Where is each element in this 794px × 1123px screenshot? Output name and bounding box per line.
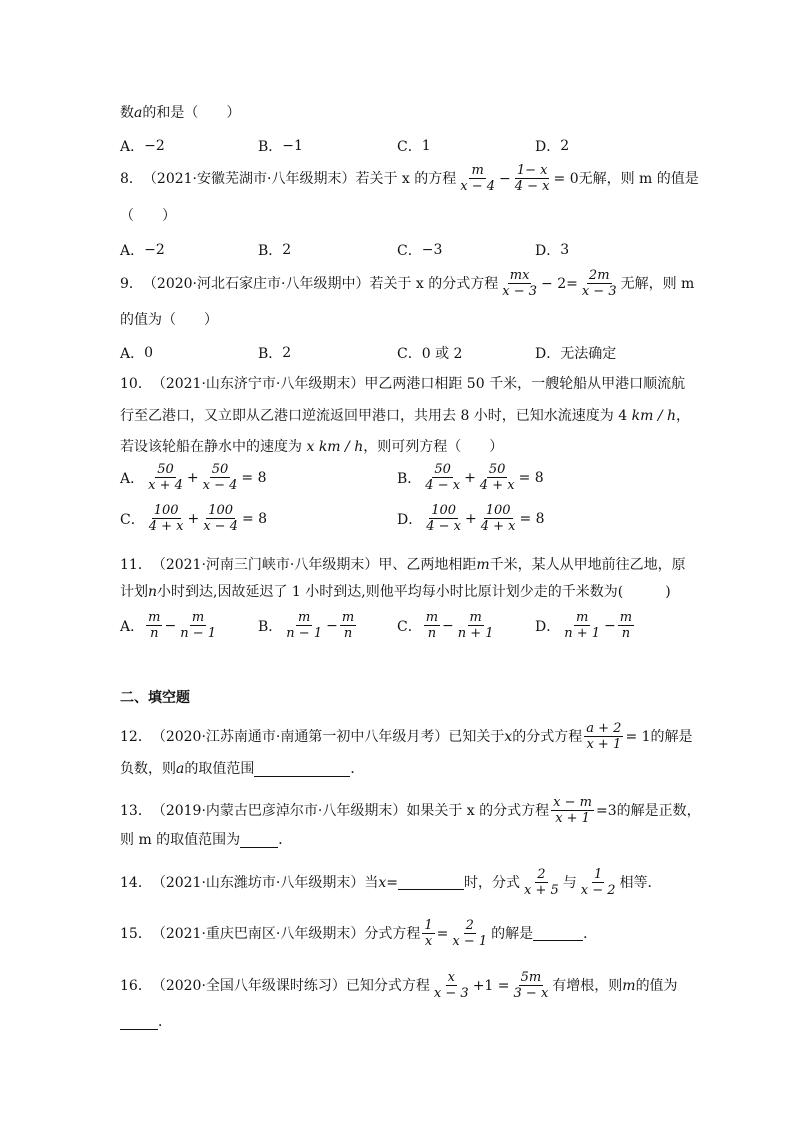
q7-option-a[interactable]: [120, 136, 165, 156]
option-value: 0 或 2: [421, 346, 463, 362]
option-label: D．: [397, 511, 423, 528]
option-value: 1: [421, 138, 431, 154]
question-text: 若关于 x 的方程: [355, 170, 457, 187]
question-source: （2020·河北石家庄市·八年级期中）: [142, 275, 370, 292]
option-label: C．: [397, 618, 422, 635]
q11-option-a[interactable]: A． $\frac{m}{n}$ − $\frac{m}{n - 1}$: [120, 610, 216, 641]
question-text: 甲乙两港口相距 50 千米，一艘轮船从甲港口顺流航: [364, 376, 686, 392]
option-value: 2: [560, 138, 570, 154]
q7-text: 的和是（ ）: [142, 105, 241, 121]
question-number: 11．: [120, 557, 152, 573]
fraction: $\frac{m}{n}$: [619, 610, 633, 641]
q10-option-b[interactable]: B． $\frac{50}{4 - x}$ + $\frac{50}{4 + x}$ = 8: [397, 462, 544, 493]
fraction: $\frac{x - m}{x + 1}$: [553, 795, 592, 826]
option-value: 无法确定: [560, 346, 617, 362]
question-source: （2020·江苏南通市·南通第一初中八年级月考）: [151, 728, 449, 745]
fraction: $\frac{50}{x - 4}$: [202, 462, 238, 493]
option-label: B．: [397, 470, 422, 487]
question-text: 无解，则 m 的值是: [578, 170, 699, 187]
fraction: $\frac{2m}{x - 3}$: [581, 268, 617, 299]
fraction: $\frac{mx}{x - 3}$: [502, 268, 538, 299]
option-value: 3: [560, 242, 570, 258]
q14-line: 14． （2021·山东潍坊市·八年级期末） 当 x = 时，分式 $\frac{2}{x + 5}$ 与 $\frac{1}{x - 2}$ 相等．: [120, 867, 662, 898]
fraction: $\frac{m}{n}$: [148, 610, 161, 641]
option-value: 2: [282, 345, 292, 361]
q10-option-a[interactable]: A． $\frac{50}{x + 4}$ + $\frac{50}{x - 4}$ = 8: [120, 462, 267, 493]
q13-line1: 13． （2019·内蒙古巴彦淖尔市·八年级期末） 如果关于 x 的分式方程 $\frac{x - m}{x + 1}$ =3 的解是正数，: [120, 795, 701, 826]
option-label: D．: [535, 346, 561, 362]
q9-option-c[interactable]: [397, 343, 462, 363]
q9-stem: [120, 268, 694, 299]
option-value: −1: [282, 138, 303, 154]
fraction: $\frac{2}{x - 1}$: [452, 918, 488, 949]
answer-blank[interactable]: [254, 762, 350, 777]
q10-line1: [120, 374, 685, 394]
q8-paren: （ ）: [120, 208, 176, 224]
fraction: $\frac{100}{x - 4}$: [203, 503, 238, 534]
fraction: $\frac{1}{x - 2}$: [580, 867, 616, 898]
q15-line: 15． （2021·重庆巴南区·八年级期末） 分式方程 $\frac{1}{x}$ = $\frac{2}{x - 1}$ 的解是 ．: [120, 918, 598, 949]
option-label: A．: [120, 618, 145, 635]
question-source: （2021·山东潍坊市·八年级期末）: [151, 874, 365, 891]
q8-option-c[interactable]: [397, 240, 442, 260]
fraction: $\frac{100}{4 + x}$: [148, 503, 184, 534]
q7-option-d[interactable]: [535, 136, 569, 156]
fraction: $\frac{2}{x + 5}$: [524, 867, 559, 898]
fraction: $\frac{m}{n - 1}$: [286, 610, 323, 641]
answer-blank[interactable]: [398, 875, 464, 890]
q9-line2: 的值为（ ）: [120, 312, 218, 328]
q7-option-b[interactable]: [258, 136, 303, 156]
q10-option-d[interactable]: D． $\frac{100}{4 - x}$ + $\frac{100}{4 + x}$ = 8: [397, 503, 545, 534]
fraction: $\frac{100}{4 + x}$: [480, 503, 516, 534]
question-text: 若关于 x 的分式方程: [369, 275, 499, 292]
fraction: $\frac{50}{x + 4}$: [148, 462, 183, 493]
question-source: （2021·山东济宁市·八年级期末）: [151, 376, 365, 392]
q9-option-d[interactable]: [535, 343, 616, 363]
option-label: C．: [397, 243, 422, 259]
fraction: $\frac{100}{4 - x}$: [426, 503, 461, 534]
question-number: 10．: [120, 376, 152, 392]
question-source: （2020·全国八年级课时练习）: [151, 977, 346, 994]
fraction: $\frac{m}{n}$: [341, 610, 355, 641]
q11-option-c[interactable]: C． $\frac{m}{n}$ − $\frac{m}{n + 1}$: [397, 610, 494, 641]
option-label: B．: [258, 139, 283, 155]
q11-line2: 计划 n 小时到达,因故延迟了 1 小时到达,则他平均每小时比原计划少走的千米数为( ): [120, 584, 671, 600]
question-source: （2019·内蒙古巴彦淖尔市·八年级期末）: [151, 802, 407, 819]
fraction: $\frac{m}{n}$: [425, 610, 439, 641]
option-label: A．: [120, 470, 145, 487]
operator: −: [499, 170, 511, 187]
option-label: D．: [535, 139, 561, 155]
option-value: 2: [282, 242, 292, 258]
question-number: 13．: [120, 802, 152, 819]
q8-option-b[interactable]: [258, 240, 291, 260]
question-number: 16．: [120, 977, 152, 994]
q10-line3: 若设该轮船在静水中的速度为 x km / h ，则可列方程（ ）: [120, 439, 504, 455]
fraction: $\frac{a + 2}{x + 1}$: [586, 721, 622, 752]
option-label: C．: [120, 511, 145, 528]
operator: = 0: [553, 170, 579, 187]
fraction: $\frac{m}{n - 1}$: [180, 610, 216, 641]
fraction: $\frac{m}{x - 4}$: [460, 163, 496, 194]
question-number: 9．: [120, 275, 143, 292]
q8-stem: [120, 163, 699, 194]
option-label: A．: [120, 139, 145, 155]
q11-line1: 11． （2021·河南三门峡市·八年级期末） 甲、乙两地相距 m 千米，某人从甲地前往乙地，原: [120, 557, 686, 573]
q16-line1: 16． （2020·全国八年级课时练习） 已知分式方程 $\frac{x}{x - 3}$ +1 = $\frac{5m}{3 - x}$ 有增根，则 m 的值为: [120, 970, 678, 1001]
question-source: （2021·安徽芜湖市·八年级期末）: [142, 170, 356, 187]
fraction: $\frac{x}{x - 3}$: [433, 970, 469, 1001]
fraction: $\frac{50}{4 + x}$: [479, 462, 515, 493]
answer-blank[interactable]: [120, 1015, 158, 1030]
section-heading: 二、填空题: [120, 690, 190, 706]
option-label: C．: [397, 346, 422, 362]
option-label: A．: [120, 346, 145, 362]
option-value: −2: [144, 138, 165, 154]
q7-text: 数: [120, 105, 134, 121]
question-number: 8．: [120, 170, 143, 187]
q12-line2: 负数，则 a 的取值范围 ．: [120, 761, 365, 777]
q10-line2: 行至乙港口，又立即从乙港口逆流返回甲港口，共用去 8 小时，已知水流速度为 4 km / h ，: [120, 408, 691, 424]
q9-option-a[interactable]: [120, 343, 153, 363]
fraction: $\frac{50}{4 - x}$: [425, 462, 461, 493]
option-label: D．: [535, 618, 561, 635]
fraction: $\frac{m}{n + 1}$: [564, 610, 601, 641]
q16-line2: ．: [120, 1012, 172, 1032]
fraction: $\frac{5m}{3 - x}$: [513, 970, 549, 1001]
q10-option-c[interactable]: C． $\frac{100}{4 + x}$ + $\frac{100}{x - 4}$ = 8: [120, 503, 268, 534]
question-number: 12．: [120, 728, 152, 745]
answer-blank[interactable]: [240, 833, 278, 848]
option-label: C．: [397, 139, 422, 155]
fraction: $\frac{1}{x}$: [424, 918, 433, 949]
q9-option-b[interactable]: [258, 343, 291, 363]
question-number: 14．: [120, 874, 152, 891]
fraction: $\frac{m}{n + 1}$: [457, 610, 494, 641]
q8-option-a[interactable]: [120, 240, 165, 260]
question-source: （2021·重庆巴南区·八年级期末）: [151, 925, 365, 942]
option-label: B．: [258, 346, 283, 362]
option-value: −3: [421, 242, 443, 258]
q13-line2: 则 m 的取值范围为 ．: [120, 832, 293, 848]
q7-var: a: [134, 105, 143, 121]
option-label: B．: [258, 618, 283, 635]
option-value: 0: [144, 345, 154, 361]
option-label: A．: [120, 243, 145, 259]
fraction: $\frac{1- x}{4 - x}$: [514, 163, 550, 194]
operator: − 2=: [541, 275, 578, 292]
question-source: （2021·河南三门峡市·八年级期末）: [151, 557, 379, 573]
option-label: B．: [258, 243, 283, 259]
question-text: 无解，则 m: [620, 275, 695, 292]
option-label: D．: [535, 243, 561, 259]
answer-blank[interactable]: [533, 926, 583, 941]
q7-tail: [120, 103, 240, 123]
q8-option-d[interactable]: [535, 240, 569, 260]
q11-option-b[interactable]: B． $\frac{m}{n - 1}$ − $\frac{m}{n}$: [258, 610, 355, 641]
q11-option-d[interactable]: D． $\frac{m}{n + 1}$ − $\frac{m}{n}$: [535, 610, 633, 641]
q12-line1: 12． （2020·江苏南通市·南通第一初中八年级月考） 已知关于 x 的分式方程 $\frac{a + 2}{x + 1}$ = 1 的解是: [120, 721, 693, 752]
q7-option-c[interactable]: [397, 136, 431, 156]
question-number: 15．: [120, 925, 152, 942]
option-value: −2: [144, 242, 165, 258]
